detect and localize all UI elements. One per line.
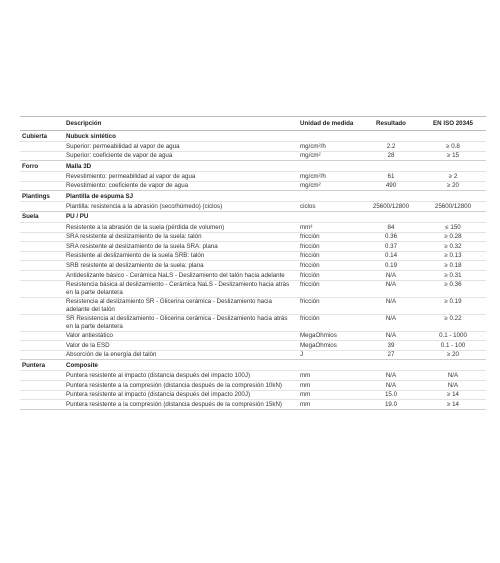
row-description: Superior: coeficiente de vapor de agua bbox=[66, 152, 173, 160]
row-unit: mm³ bbox=[300, 223, 313, 231]
row-standard: 0.1 - 1000 bbox=[439, 332, 467, 340]
category-label: Cubierta bbox=[22, 132, 48, 140]
row-description: Resistente al deslizamiento de la suela SRB: talón bbox=[66, 252, 205, 260]
row-unit: J bbox=[300, 351, 304, 359]
row-result: 28 bbox=[387, 152, 395, 160]
row-description: SRA resistente al deslizamiento de la suela SRA: plana bbox=[66, 242, 218, 250]
table-row bbox=[20, 380, 486, 390]
section-suela bbox=[20, 212, 486, 360]
row-result: N/A bbox=[385, 315, 397, 323]
row-unit: fricción bbox=[300, 281, 320, 289]
row-standard: ≥ 15 bbox=[447, 152, 459, 160]
row-result: N/A bbox=[385, 298, 397, 306]
table-row bbox=[20, 399, 486, 409]
row-description: Revestimiento: coeficiente de vapor de agua bbox=[66, 182, 189, 190]
table-row bbox=[20, 251, 486, 261]
row-result: 490 bbox=[385, 182, 397, 190]
row-unit: mm bbox=[300, 400, 311, 408]
row-description: Puntera resistente al impacto (distancia después del impacto 200J) bbox=[66, 391, 251, 399]
row-standard: ≥ 20 bbox=[447, 182, 459, 190]
table-row bbox=[20, 331, 486, 341]
row-description: SRA resistente al deslizamiento de la suela: talón bbox=[66, 233, 202, 241]
table-row bbox=[20, 141, 486, 151]
section-cubierta bbox=[20, 131, 486, 161]
row-description: Resistencia al deslizamiento SR - Glicerina cerámica - Deslizamiento hacia adelante del talón bbox=[66, 298, 272, 313]
row-description: Resistencia básica al deslizamiento - Cerámica NaLS - Deslizamiento hacia atrás en la parte delantera bbox=[66, 281, 290, 296]
row-description: SR Resistencia al deslizamiento - Glicerina cerámica - Deslizamiento hacia atrás en la parte delantera bbox=[66, 315, 288, 330]
row-unit: fricción bbox=[300, 233, 320, 241]
header-unit: Unidad de medida bbox=[300, 120, 354, 127]
row-description: Puntera resistente a la compresión (distancia después de la compresión 15kN) bbox=[66, 400, 282, 408]
section-puntera bbox=[20, 360, 486, 409]
material-label: Plantilla de espuma SJ bbox=[66, 192, 134, 200]
row-standard: ≥ 0.36 bbox=[444, 281, 462, 289]
row-unit: mg/cm²/h bbox=[300, 142, 326, 150]
section-title-row bbox=[20, 191, 486, 201]
row-result: N/A bbox=[385, 281, 397, 289]
table-row bbox=[20, 260, 486, 270]
row-result: 19.0 bbox=[384, 400, 398, 408]
row-result: 0.19 bbox=[384, 261, 398, 269]
table-row bbox=[20, 340, 486, 350]
row-unit: mg/cm² bbox=[300, 182, 321, 190]
row-standard: ≥ 14 bbox=[447, 391, 459, 399]
table-body bbox=[20, 131, 486, 410]
row-result: N/A bbox=[385, 271, 397, 279]
table-row bbox=[20, 350, 486, 360]
row-description: Superior: permeabilidad al vapor de agua bbox=[66, 142, 180, 150]
row-result: 25600/12800 bbox=[372, 202, 410, 210]
table-header bbox=[20, 116, 486, 131]
row-result: 39 bbox=[387, 341, 395, 349]
row-standard: ≥ 0.19 bbox=[444, 298, 462, 306]
row-result: N/A bbox=[385, 332, 397, 340]
row-description: Revestimiento: permeabilidad al vapor de agua bbox=[66, 172, 196, 180]
spec-table bbox=[20, 116, 486, 410]
row-standard: ≥ 14 bbox=[447, 400, 459, 408]
table-row bbox=[20, 370, 486, 380]
row-unit: mm bbox=[300, 381, 311, 389]
category-label: Suela bbox=[22, 213, 39, 221]
row-unit: mg/cm²/h bbox=[300, 172, 326, 180]
row-unit: fricción bbox=[300, 298, 320, 306]
section-plantings bbox=[20, 191, 486, 212]
row-description: Absorción de la energía del talón bbox=[66, 351, 157, 359]
material-label: Composite bbox=[66, 361, 98, 369]
row-standard: ≥ 2 bbox=[448, 172, 458, 180]
row-unit: MegaOhmios bbox=[300, 332, 337, 340]
table-row bbox=[20, 314, 486, 331]
section-title-row bbox=[20, 212, 486, 222]
category-label: Puntera bbox=[22, 361, 46, 369]
material-label: Nubuck sintético bbox=[66, 132, 116, 140]
row-description: Antideslizante básico - Cerámica NaLS - Deslizamiento del talón hacia adelante bbox=[66, 271, 285, 279]
table-row bbox=[20, 297, 486, 314]
row-description: Resistente a la abrasión de la suela (pérdida de volumen) bbox=[66, 223, 225, 231]
row-standard: ≤ 150 bbox=[445, 223, 461, 231]
table-row bbox=[20, 280, 486, 297]
row-unit: MegaOhmios bbox=[300, 341, 337, 349]
row-result: N/A bbox=[385, 381, 397, 389]
row-standard: N/A bbox=[447, 371, 459, 379]
row-standard: ≥ 0.32 bbox=[444, 242, 462, 250]
row-result: 84 bbox=[387, 223, 395, 231]
header-description: Descripción bbox=[66, 120, 102, 127]
row-unit: ciclos bbox=[300, 202, 316, 210]
row-standard: ≥ 0.8 bbox=[446, 142, 460, 150]
material-label: PU / PU bbox=[66, 213, 89, 221]
row-description: Puntera resistente al impacto (distancia después del impacto 100J) bbox=[66, 371, 251, 379]
table-row bbox=[20, 222, 486, 232]
row-unit: fricción bbox=[300, 271, 320, 279]
row-unit: mg/cm² bbox=[300, 152, 321, 160]
table-row bbox=[20, 390, 486, 400]
row-result: 27 bbox=[387, 351, 395, 359]
row-unit: fricción bbox=[300, 242, 320, 250]
row-description: SRB resistente al deslizamiento de la suela: plana bbox=[66, 261, 204, 269]
row-standard: 0.1 - 100 bbox=[440, 341, 466, 349]
table-row bbox=[20, 241, 486, 251]
row-standard: ≥ 0.22 bbox=[444, 315, 462, 323]
material-label: Malla 3D bbox=[66, 162, 92, 170]
row-unit: mm bbox=[300, 391, 311, 399]
table-row bbox=[20, 151, 486, 161]
section-title-row bbox=[20, 131, 486, 141]
row-description: Plantilla: resistencia a la abrasión (seco/húmedo) (ciclos) bbox=[66, 202, 223, 210]
section-title-row bbox=[20, 360, 486, 370]
row-result: N/A bbox=[385, 371, 397, 379]
row-standard: 25600/12800 bbox=[434, 202, 472, 210]
row-standard: ≥ 0.18 bbox=[444, 261, 462, 269]
table-row bbox=[20, 232, 486, 242]
row-result: 2.2 bbox=[386, 142, 396, 150]
section-forro bbox=[20, 161, 486, 191]
row-standard: ≥ 0.28 bbox=[444, 233, 462, 241]
row-result: 0.37 bbox=[384, 242, 398, 250]
table-row bbox=[20, 181, 486, 191]
category-label: Forro bbox=[22, 162, 39, 170]
section-title-row bbox=[20, 161, 486, 171]
row-description: Puntera resistente a la compresión (distancia después de la compresión 10kN) bbox=[66, 381, 282, 389]
row-description: Valor antiestático bbox=[66, 332, 114, 340]
row-unit: fricción bbox=[300, 261, 320, 269]
row-result: 0.36 bbox=[384, 233, 398, 241]
header-result: Resultado bbox=[376, 120, 406, 127]
row-standard: ≥ 0.13 bbox=[444, 252, 462, 260]
table-row bbox=[20, 171, 486, 181]
row-unit: fricción bbox=[300, 252, 320, 260]
row-result: 61 bbox=[387, 172, 395, 180]
row-standard: ≥ 0.31 bbox=[444, 271, 462, 279]
category-label: Plantings bbox=[22, 192, 50, 200]
table-row bbox=[20, 201, 486, 211]
row-standard: N/A bbox=[447, 381, 459, 389]
row-result: 15.0 bbox=[384, 391, 398, 399]
row-description: Valor de la ESD bbox=[66, 341, 110, 349]
row-unit: mm bbox=[300, 371, 311, 379]
row-unit: fricción bbox=[300, 315, 320, 323]
header-standard: EN ISO 20345 bbox=[433, 120, 473, 127]
row-result: 0.14 bbox=[384, 252, 398, 260]
table-row bbox=[20, 270, 486, 280]
row-standard: ≥ 20 bbox=[447, 351, 459, 359]
